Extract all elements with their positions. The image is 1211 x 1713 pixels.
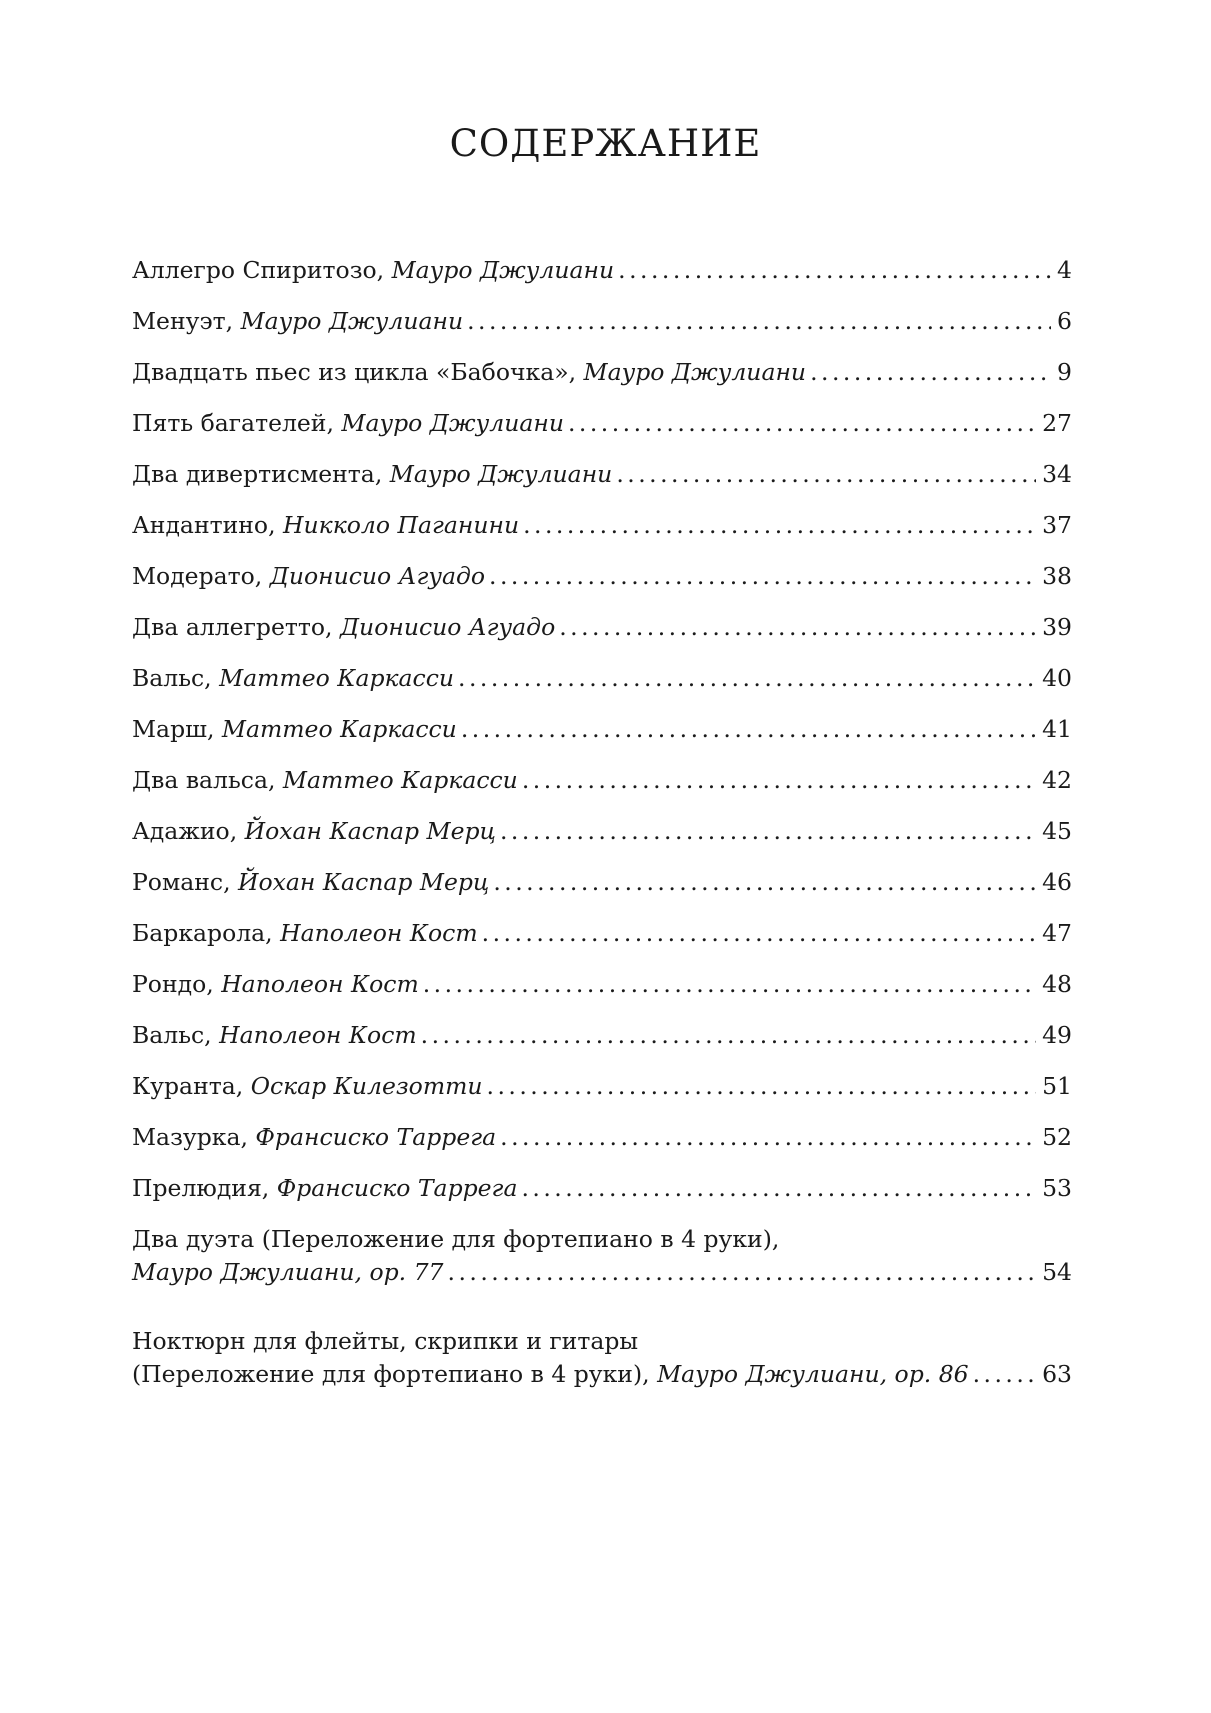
- entry-title: Прелюдия, Франсиско Таррега: [132, 1174, 518, 1202]
- leader-dots: [522, 762, 1036, 798]
- entry-title: Ноктюрн для флейты, скрипки и гитары: [132, 1327, 639, 1355]
- entry-title: Мазурка, Франсиско Таррега: [132, 1123, 497, 1151]
- toc-entry: [132, 507, 1072, 558]
- leader-dots: [448, 1254, 1037, 1290]
- entry-author: Оскар Килезотти: [250, 1072, 483, 1100]
- entry-page: 46: [1042, 868, 1072, 896]
- entry-author: Мауро Джулиани: [389, 460, 613, 488]
- toc-entry: [132, 864, 1072, 915]
- toc-entry: [132, 813, 1072, 864]
- toc-entry: [132, 966, 1072, 1017]
- entry-page: 27: [1042, 409, 1072, 437]
- toc-entry: [132, 558, 1072, 609]
- entry-author: Мауро Джулиани: [391, 256, 615, 284]
- toc-entry: [132, 1221, 1072, 1323]
- leader-dots: [500, 813, 1036, 849]
- entry-author: Йохан Каспар Мерц: [244, 817, 496, 845]
- toc-entry: [132, 915, 1072, 966]
- entry-author: Франсиско Таррега: [276, 1174, 518, 1202]
- entry-page: 4: [1057, 256, 1072, 284]
- entry-page: 53: [1042, 1174, 1072, 1202]
- leader-dots: [461, 711, 1036, 747]
- entry-page: 54: [1042, 1258, 1072, 1286]
- entry-title: Модерато, Дионисио Агуадо: [132, 562, 486, 590]
- entry-author: Наполеон Кост: [280, 919, 478, 947]
- entry-title: Два дуэта (Переложение для фортепиано в 4 руки),: [132, 1225, 780, 1253]
- entry-title: Два дивертисмента, Мауро Джулиани: [132, 460, 613, 488]
- leader-dots: [616, 456, 1036, 492]
- entry-title: Куранта, Оскар Килезотти: [132, 1072, 483, 1100]
- entry-title: Марш, Маттео Каркасси: [132, 715, 457, 743]
- entry-title: Баркарола, Наполеон Кост: [132, 919, 478, 947]
- entry-title: Два вальса, Маттео Каркасси: [132, 766, 518, 794]
- toc-entry: [132, 711, 1072, 762]
- leader-dots: [521, 1170, 1036, 1206]
- entry-page: 40: [1042, 664, 1072, 692]
- entry-page: 6: [1057, 307, 1072, 335]
- entry-author: Никколо Паганини: [283, 511, 520, 539]
- entry-author: Мауро Джулиани: [341, 409, 564, 437]
- entry-title: Вальс, Маттео Каркасси: [132, 664, 455, 692]
- entry-author: Мауро Джулиани, ор. 77: [132, 1258, 444, 1286]
- entry-author: Маттео Каркасси: [282, 766, 518, 794]
- entry-page: 52: [1042, 1123, 1072, 1151]
- leader-dots: [487, 1068, 1037, 1104]
- entry-title-continued: (Переложение для фортепиано в 4 руки), Мауро Джулиани, ор. 86: [132, 1360, 969, 1388]
- leader-dots: [458, 660, 1036, 696]
- table-of-contents: [132, 252, 1072, 1425]
- leader-dots: [467, 303, 1051, 339]
- entry-title: Рондо, Наполеон Кост: [132, 970, 419, 998]
- entry-author: Мауро Джулиани: [583, 358, 807, 386]
- leader-dots: [559, 609, 1036, 645]
- entry-page: 45: [1042, 817, 1072, 845]
- toc-entry: [132, 1119, 1072, 1170]
- toc-entry: [132, 405, 1072, 456]
- entry-title: Вальс, Наполеон Кост: [132, 1021, 417, 1049]
- toc-entry: [132, 252, 1072, 303]
- entry-page: 42: [1042, 766, 1072, 794]
- entry-page: 51: [1042, 1072, 1072, 1100]
- leader-dots: [423, 966, 1036, 1002]
- leader-dots: [810, 354, 1051, 390]
- leader-dots: [421, 1017, 1036, 1053]
- toc-entry: [132, 303, 1072, 354]
- leader-dots: [500, 1119, 1036, 1155]
- entry-page: 9: [1057, 358, 1072, 386]
- entry-title: Аллегро Спиритозо, Мауро Джулиани: [132, 256, 615, 284]
- entry-page: 49: [1042, 1021, 1072, 1049]
- leader-dots: [568, 405, 1036, 441]
- toc-entry: [132, 1323, 1072, 1425]
- toc-entry: [132, 1017, 1072, 1068]
- entry-title: Двадцать пьес из цикла «Бабочка», Мауро Джулиани: [132, 358, 807, 386]
- entry-author: Маттео Каркасси: [219, 664, 455, 692]
- entry-author: Дионисио Агуадо: [339, 613, 556, 641]
- entry-page: 41: [1042, 715, 1072, 743]
- entry-author: Маттео Каркасси: [221, 715, 457, 743]
- entry-author: Йохан Каспар Мерц: [238, 868, 490, 896]
- toc-entry: [132, 660, 1072, 711]
- leader-dots: [523, 507, 1036, 543]
- entry-title: Менуэт, Мауро Джулиани: [132, 307, 464, 335]
- leader-dots: [489, 558, 1036, 594]
- toc-entry: [132, 354, 1072, 405]
- leader-dots: [973, 1356, 1037, 1392]
- toc-entry: [132, 1068, 1072, 1119]
- entry-page: 63: [1042, 1360, 1072, 1388]
- entry-title: Адажио, Йохан Каспар Мерц: [132, 817, 496, 845]
- entry-page: 37: [1042, 511, 1072, 539]
- entry-page: 48: [1042, 970, 1072, 998]
- entry-title-continued: [132, 1254, 444, 1290]
- toc-entry: [132, 1170, 1072, 1221]
- leader-dots: [493, 864, 1036, 900]
- entry-title: Два аллегретто, Дионисио Агуадо: [132, 613, 556, 641]
- toc-entry: [132, 762, 1072, 813]
- entry-author: Мауро Джулиани: [240, 307, 464, 335]
- entry-page: 39: [1042, 613, 1072, 641]
- entry-author: Мауро Джулиани, ор. 86: [657, 1360, 969, 1388]
- entry-title: Романс, Йохан Каспар Мерц: [132, 868, 490, 896]
- toc-entry: [132, 609, 1072, 660]
- entry-author: Дионисио Агуадо: [269, 562, 486, 590]
- entry-page: 38: [1042, 562, 1072, 590]
- entry-author: Франсиско Таррега: [255, 1123, 497, 1151]
- leader-dots: [482, 915, 1036, 951]
- entry-page: 34: [1042, 460, 1072, 488]
- toc-entry: [132, 456, 1072, 507]
- page-title: СОДЕРЖАНИЕ: [449, 122, 762, 165]
- entry-author: Наполеон Кост: [219, 1021, 417, 1049]
- entry-author: Наполеон Кост: [221, 970, 419, 998]
- entry-title: Андантино, Никколо Паганини: [132, 511, 520, 539]
- entry-title: Пять багателей, Мауро Джулиани: [132, 409, 564, 437]
- leader-dots: [618, 252, 1051, 288]
- entry-page: 47: [1042, 919, 1072, 947]
